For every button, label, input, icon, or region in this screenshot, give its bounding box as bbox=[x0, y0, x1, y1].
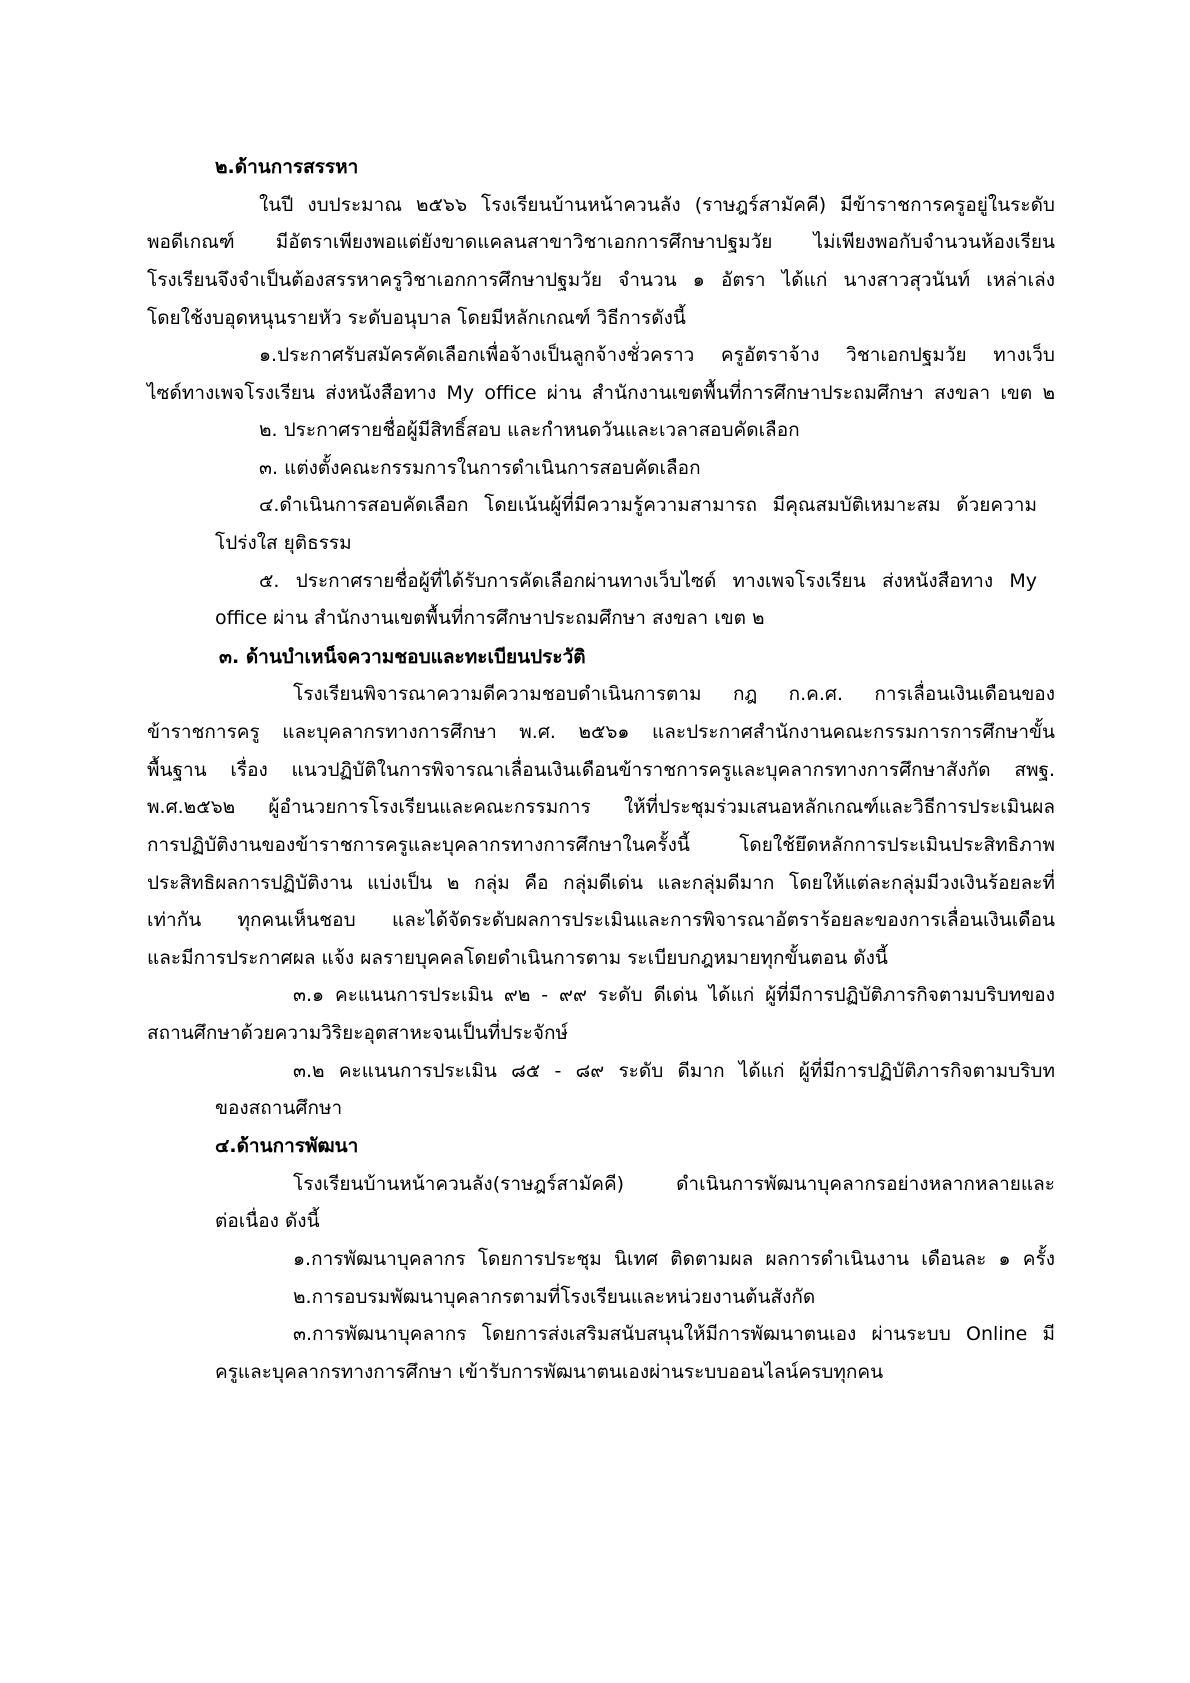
development-item-2: ๒.การอบรมพัฒนาบุคลากรตามที่โรงเรียนและหน่วยงานต้นสังกัด bbox=[293, 1286, 816, 1308]
merit-paragraph-line: การปฏิบัติงานของข้าราชการครูและบุคลากรทางการศึกษาในครั้งนี้ โดยใช้ยึดหลักการประเมินประสิทธิภาพ bbox=[147, 834, 1055, 856]
development-paragraph-line: ต่อเนื่อง ดังนี้ bbox=[215, 1210, 320, 1232]
recruitment-step-4-cont: โปร่งใส ยุติธรรม bbox=[215, 532, 352, 554]
recruitment-step-3: ๓. แต่งตั้งคณะกรรมการในการดำเนินการสอบคัดเลือก bbox=[259, 457, 701, 479]
heading-recruitment: ๒.ด้านการสรรหา bbox=[215, 156, 359, 178]
development-item-1: ๑.การพัฒนาบุคลากร โดยการประชุม นิเทศ ติดตามผล ผลการดำเนินงาน เดือนละ ๑ ครั้ง bbox=[293, 1248, 1055, 1270]
merit-item-3-1: ๓.๑ คะแนนการประเมิน ๙๒ - ๙๙ ระดับ ดีเด่น ได้แก่ ผู้ที่มีการปฏิบัติภารกิจตามบริบทของ bbox=[293, 984, 1055, 1006]
heading-development: ๔.ด้านการพัฒนา bbox=[215, 1135, 359, 1157]
merit-paragraph-line: โรงเรียนพิจารณาความดีความชอบดำเนินการตาม กฎ ก.ค.ศ. การเลื่อนเงินเดือนของ bbox=[293, 683, 1055, 705]
merit-paragraph-line: และมีการประกาศผล แจ้ง ผลรายบุคคลโดยดำเนินการตาม ระเบียบกฎหมายทุกขั้นตอน ดังนี้ bbox=[147, 947, 888, 969]
recruitment-paragraph-line: โรงเรียนจึงจำเป็นต้องสรรหาครูวิชาเอกการศึกษาปฐมวัย จำนวน ๑ อัตรา ได้แก่ นางสาวสุวนันท์ เหล่าเล่ง bbox=[147, 269, 1055, 291]
recruitment-step-4: ๔.ดำเนินการสอบคัดเลือก โดยเน้นผู้ที่มีความรู้ความสามารถ มีคุณสมบัติเหมาะสม ด้วยความ bbox=[259, 494, 1037, 516]
merit-paragraph-line: พื้นฐาน เรื่อง แนวปฏิบัติในการพิจารณาเลื่อนเงินเดือนข้าราชการครูและบุคลากรทางการศึกษาสังกัด สพฐ. bbox=[147, 759, 1055, 781]
recruitment-paragraph-line: พอดีเกณฑ์ มีอัตราเพียงพอแต่ยังขาดแคลนสาขาวิชาเอกการศึกษาปฐมวัย ไม่เพียงพอกับจำนวนห้องเรียน bbox=[147, 231, 1055, 253]
merit-paragraph-line: ข้าราชการครู และบุคลากรทางการศึกษา พ.ศ. ๒๕๖๑ และประกาศสำนักงานคณะกรรมการการศึกษาขั้น bbox=[147, 721, 1055, 743]
merit-paragraph-line: เท่ากัน ทุกคนเห็นชอบ และได้จัดระดับผลการประเมินและการพิจารณาอัตราร้อยละของการเลื่อนเงินเดือน bbox=[147, 909, 1055, 931]
merit-paragraph-line: พ.ศ.๒๕๖๒ ผู้อำนวยการโรงเรียนและคณะกรรมการ ให้ที่ประชุมร่วมเสนอหลักเกณฑ์และวิธีการประเมินผล bbox=[147, 796, 1055, 818]
recruitment-paragraph-line: โดยใช้งบอุดหนุนรายหัว ระดับอนุบาล โดยมีหลักเกณฑ์ วิธีการดังนี้ bbox=[147, 307, 686, 329]
recruitment-step-1-cont: ไซด์ทางเพจโรงเรียน ส่งหนังสือทาง My office ผ่าน สำนักงานเขตพื้นที่การศึกษาประถมศึกษา สงขลา เขต ๒ bbox=[147, 382, 1055, 404]
merit-item-3-2-cont: ของสถานศึกษา bbox=[215, 1097, 343, 1119]
recruitment-step-5-cont: office ผ่าน สำนักงานเขตพื้นที่การศึกษาประถมศึกษา สงขลา เขต ๒ bbox=[215, 607, 765, 629]
merit-item-3-1-cont: สถานศึกษาด้วยความวิริยะอุตสาหะจนเป็นที่ประจักษ์ bbox=[147, 1022, 569, 1044]
recruitment-step-5: ๕. ประกาศรายชื่อผู้ที่ได้รับการคัดเลือกผ่านทางเว็บไซด์ ทางเพจโรงเรียน ส่งหนังสือทาง My bbox=[259, 570, 1037, 592]
recruitment-step-2: ๒. ประกาศรายชื่อผู้มีสิทธิ์สอบ และกำหนดวันและเวลาสอบคัดเลือก bbox=[259, 419, 800, 441]
merit-item-3-2: ๓.๒ คะแนนการประเมิน ๘๕ - ๘๙ ระดับ ดีมาก ได้แก่ ผู้ที่มีการปฏิบัติภารกิจตามบริบท bbox=[293, 1060, 1055, 1082]
development-paragraph-line: โรงเรียนบ้านหน้าควนลัง(ราษฎร์สามัคคี) ดำเนินการพัฒนาบุคลากรอย่างหลากหลายและ bbox=[293, 1173, 1055, 1195]
recruitment-step-1: ๑.ประกาศรับสมัครคัดเลือกเพื่อจ้างเป็นลูกจ้างชั่วคราว ครูอัตราจ้าง วิชาเอกปฐมวัย ทางเว็บ bbox=[259, 344, 1055, 366]
merit-paragraph-line: ประสิทธิผลการปฏิบัติงาน แบ่งเป็น ๒ กลุ่ม คือ กลุ่มดีเด่น และกลุ่มดีมาก โดยให้แต่ละกลุ่มมีวงเงินร้อยละที่ bbox=[147, 872, 1055, 894]
development-item-3: ๓.การพัฒนาบุคลากร โดยการส่งเสริมสนับสนุนให้มีการพัฒนาตนเอง ผ่านระบบ Online มี bbox=[293, 1323, 1055, 1345]
recruitment-paragraph-line: ในปี งบประมาณ ๒๕๖๖ โรงเรียนบ้านหน้าควนลัง (ราษฎร์สามัคคี) มีข้าราชการครูอยู่ในระดับ bbox=[259, 194, 1055, 216]
development-item-3-cont: ครูและบุคลากรทางการศึกษา เข้ารับการพัฒนาตนเองผ่านระบบออนไลน์ครบทุกคน bbox=[215, 1361, 884, 1383]
heading-merit-records: ๓. ด้านบำเหน็จความชอบและทะเบียนประวัติ bbox=[219, 646, 586, 668]
